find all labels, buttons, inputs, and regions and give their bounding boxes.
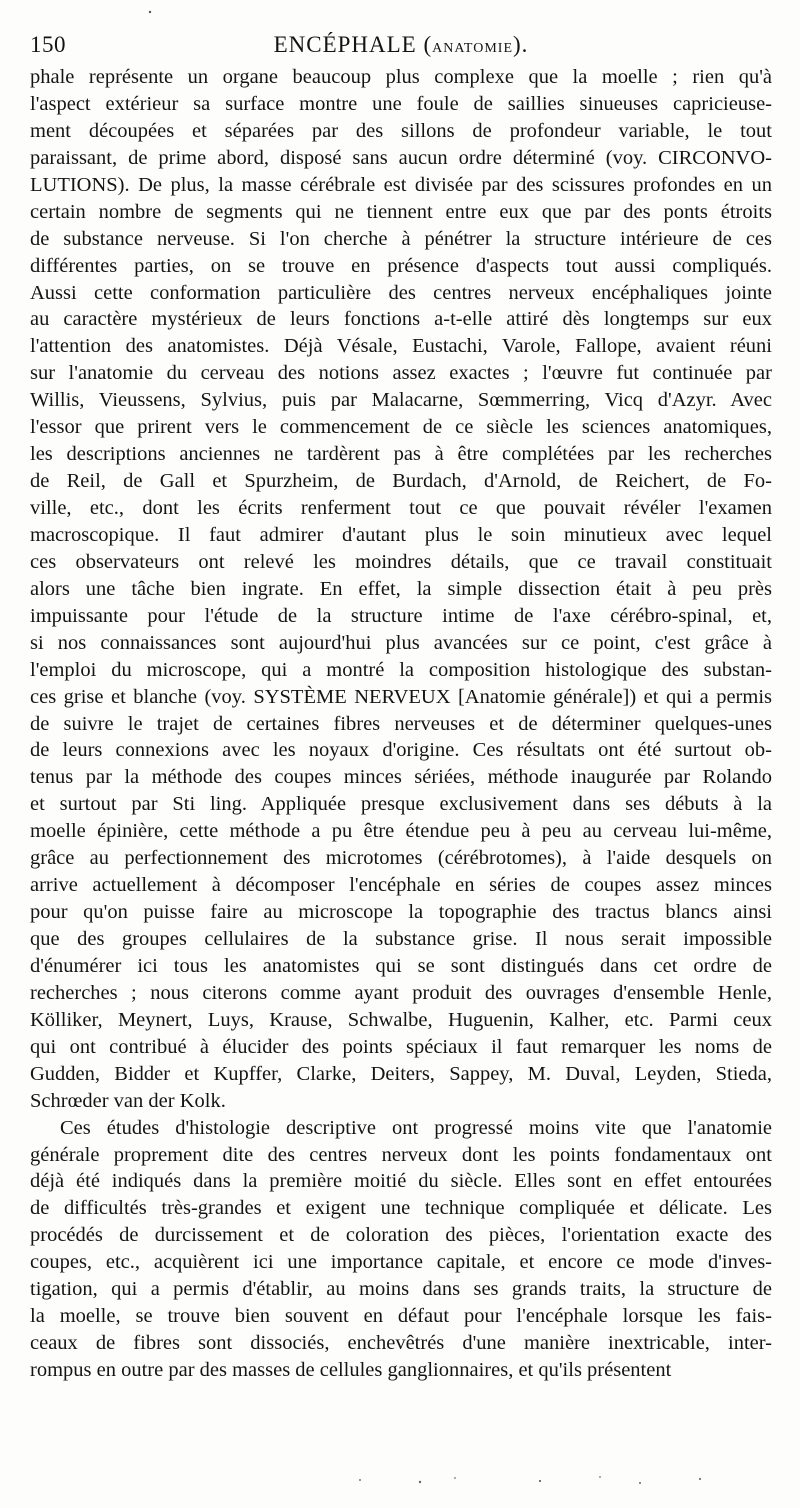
- text-line: différentes parties, on se trouve en présence d'aspects tout aussi compliqués.: [30, 254, 772, 277]
- text-line: de Reil, de Gall et Spurzheim, de Burdach, d'Arnold, de Reichert, de Fo-: [30, 470, 772, 493]
- text-line: la moelle, se trouve bien souvent en défaut pour l'encéphale lorsque les fais-: [30, 1305, 772, 1328]
- text-line: si nos connaissances sont aujourd'hui plus avancées sur ce point, c'est grâce à: [30, 631, 772, 654]
- text-line: Ces études d'histologie descriptive ont progressé moins vite que l'anatomie: [60, 1116, 772, 1139]
- text-line: d'énumérer ici tous les anatomistes qui se sont distingués dans cet ordre de: [30, 954, 772, 977]
- text-line: de leurs connexions avec les noyaux d'origine. Ces résultats ont été surtout ob-: [30, 739, 772, 762]
- text-line: LUTIONS). De plus, la masse cérébrale est divisée par des scissures profondes en un: [30, 173, 772, 196]
- text-line: l'emploi du microscope, qui a montré la composition histologique des substan-: [30, 658, 772, 681]
- text-line: de difficultés très-grandes et exigent une technique compliquée et délicate. Les: [30, 1197, 772, 1220]
- text-line: arrive actuellement à décomposer l'encéphale en séries de coupes assez minces: [30, 874, 772, 897]
- text-line: grâce au perfectionnement des microtomes (cérébrotomes), à l'aide desquels on: [30, 847, 772, 870]
- text-line: procédés de durcissement et de coloration des pièces, l'orientation exacte des: [30, 1224, 772, 1247]
- text-line: phale représente un organe beaucoup plus complexe que la moelle ; rien qu'à: [30, 66, 772, 88]
- running-title-end: ).: [513, 32, 529, 57]
- body-text: [30, 64, 772, 1384]
- text-line: impuissante pour l'étude de la structure intime de l'axe cérébro-spinal, et,: [30, 604, 772, 627]
- text-line: Aussi cette conformation particulière des centres nerveux encéphaliques jointe: [30, 281, 772, 304]
- text-line: et surtout par Sti ling. Appliquée presque exclusivement dans ses débuts à la: [30, 793, 772, 816]
- text-line: alors une tâche bien ingrate. En effet, la simple dissection était à peu près: [30, 577, 772, 600]
- text-line: ceaux de fibres sont dissociés, enchevêtrés d'une manière inextricable, inter-: [30, 1332, 772, 1355]
- text-line: recherches ; nous citerons comme ayant produit des ouvrages d'ensemble Henle,: [30, 981, 772, 1004]
- running-title-main: ENCÉPHALE (: [273, 32, 433, 57]
- text-line: ville, etc., dont les écrits renferment tout ce que pouvait révéler l'examen: [30, 497, 772, 519]
- ink-speck: [639, 1482, 641, 1484]
- text-line: Kölliker, Meynert, Luys, Krause, Schwalbe, Huguenin, Kalher, etc. Parmi ceux: [30, 1008, 772, 1031]
- text-line: ces observateurs ont relevé les moindres détails, que ce travail constituait: [30, 550, 772, 573]
- ink-speck: [419, 1481, 421, 1483]
- text-line: rompus en outre par des masses de cellules ganglionnaires, et qu'ils présentent: [30, 1359, 672, 1381]
- text-line: déjà été indiqués dans la première moitié du siècle. Elles sont en effet entourées: [30, 1170, 772, 1193]
- text-line: macroscopique. Il faut admirer d'autant plus le soin minutieux avec lequel: [30, 523, 772, 546]
- text-line: l'attention des anatomistes. Déjà Vésale, Eustachi, Varole, Fallope, avaient réuni: [30, 335, 772, 358]
- ink-speck: [149, 11, 151, 13]
- text-line: moelle épinière, cette méthode a pu être étendue peu à peu au cerveau lui-même,: [30, 820, 772, 843]
- text-line: au caractère mystérieux de leurs fonctions a-t-elle attiré dès longtemps sur eux: [30, 308, 772, 331]
- running-title-subject: ANATOMIE: [432, 41, 513, 56]
- text-line: ment découpées et séparées par des sillons de profondeur variable, le tout: [30, 119, 772, 142]
- text-line: les descriptions anciennes ne tardèrent pas à être complétées par les recherches: [30, 443, 772, 466]
- text-line: que des groupes cellulaires de la substance grise. Il nous serait impossible: [30, 928, 772, 950]
- text-line: pour qu'on puisse faire au microscope la topographie des tractus blancs ainsi: [30, 901, 772, 924]
- text-line: certain nombre de segments qui ne tiennent entre eux que par des ponts étroits: [30, 200, 772, 223]
- text-line: générale proprement dite des centres nerveux dont les points fondamentaux ont: [30, 1143, 772, 1166]
- text-line: de substance nerveuse. Si l'on cherche à pénétrer la structure intérieure de ces: [30, 227, 772, 250]
- text-line: sur l'anatomie du cerveau des notions assez exactes ; l'œuvre fut continuée par: [30, 362, 772, 385]
- ink-speck: [454, 1477, 456, 1479]
- text-line: l'essor que prirent vers le commencement de ce siècle les sciences anatomiques,: [30, 416, 772, 439]
- ink-speck: [699, 1478, 701, 1480]
- text-line: paraissant, de prime abord, disposé sans aucun ordre déterminé (voy. CIRCONVO-: [30, 146, 772, 169]
- ink-speck: [359, 1479, 361, 1481]
- page-header: [30, 28, 772, 58]
- text-line: ces grise et blanche (voy. SYSTÈME NERVEUX [Anatomie générale]) et qui a permis: [30, 685, 772, 708]
- running-title: [30, 32, 772, 58]
- text-line: tigation, qui a permis d'établir, au moins dans ses grands traits, la structure de: [30, 1278, 772, 1301]
- text-line: Schrœder van der Kolk.: [30, 1089, 226, 1112]
- ink-speck: [539, 1480, 541, 1482]
- ink-speck: [599, 1476, 601, 1478]
- text-line: qui ont contribué à élucider des points spéciaux il faut remarquer les noms de: [30, 1035, 772, 1058]
- text-line: coupes, etc., acquièrent ici une importance capitale, et encore ce mode d'inves-: [30, 1251, 772, 1274]
- text-line: Gudden, Bidder et Kupffer, Clarke, Deiters, Sappey, M. Duval, Leyden, Stieda,: [30, 1062, 772, 1085]
- text-line: l'aspect extérieur sa surface montre une foule de saillies sinueuses capricieuse-: [30, 92, 772, 115]
- text-line: Willis, Vieussens, Sylvius, puis par Malacarne, Sœmmerring, Vicq d'Azyr. Avec: [30, 389, 772, 412]
- text-line: tenus par la méthode des coupes minces sériées, méthode inaugurée par Rolando: [30, 766, 772, 789]
- text-line: de suivre le trajet de certaines fibres nerveuses et de déterminer quelques-unes: [30, 712, 772, 735]
- page-number: 150: [30, 32, 66, 57]
